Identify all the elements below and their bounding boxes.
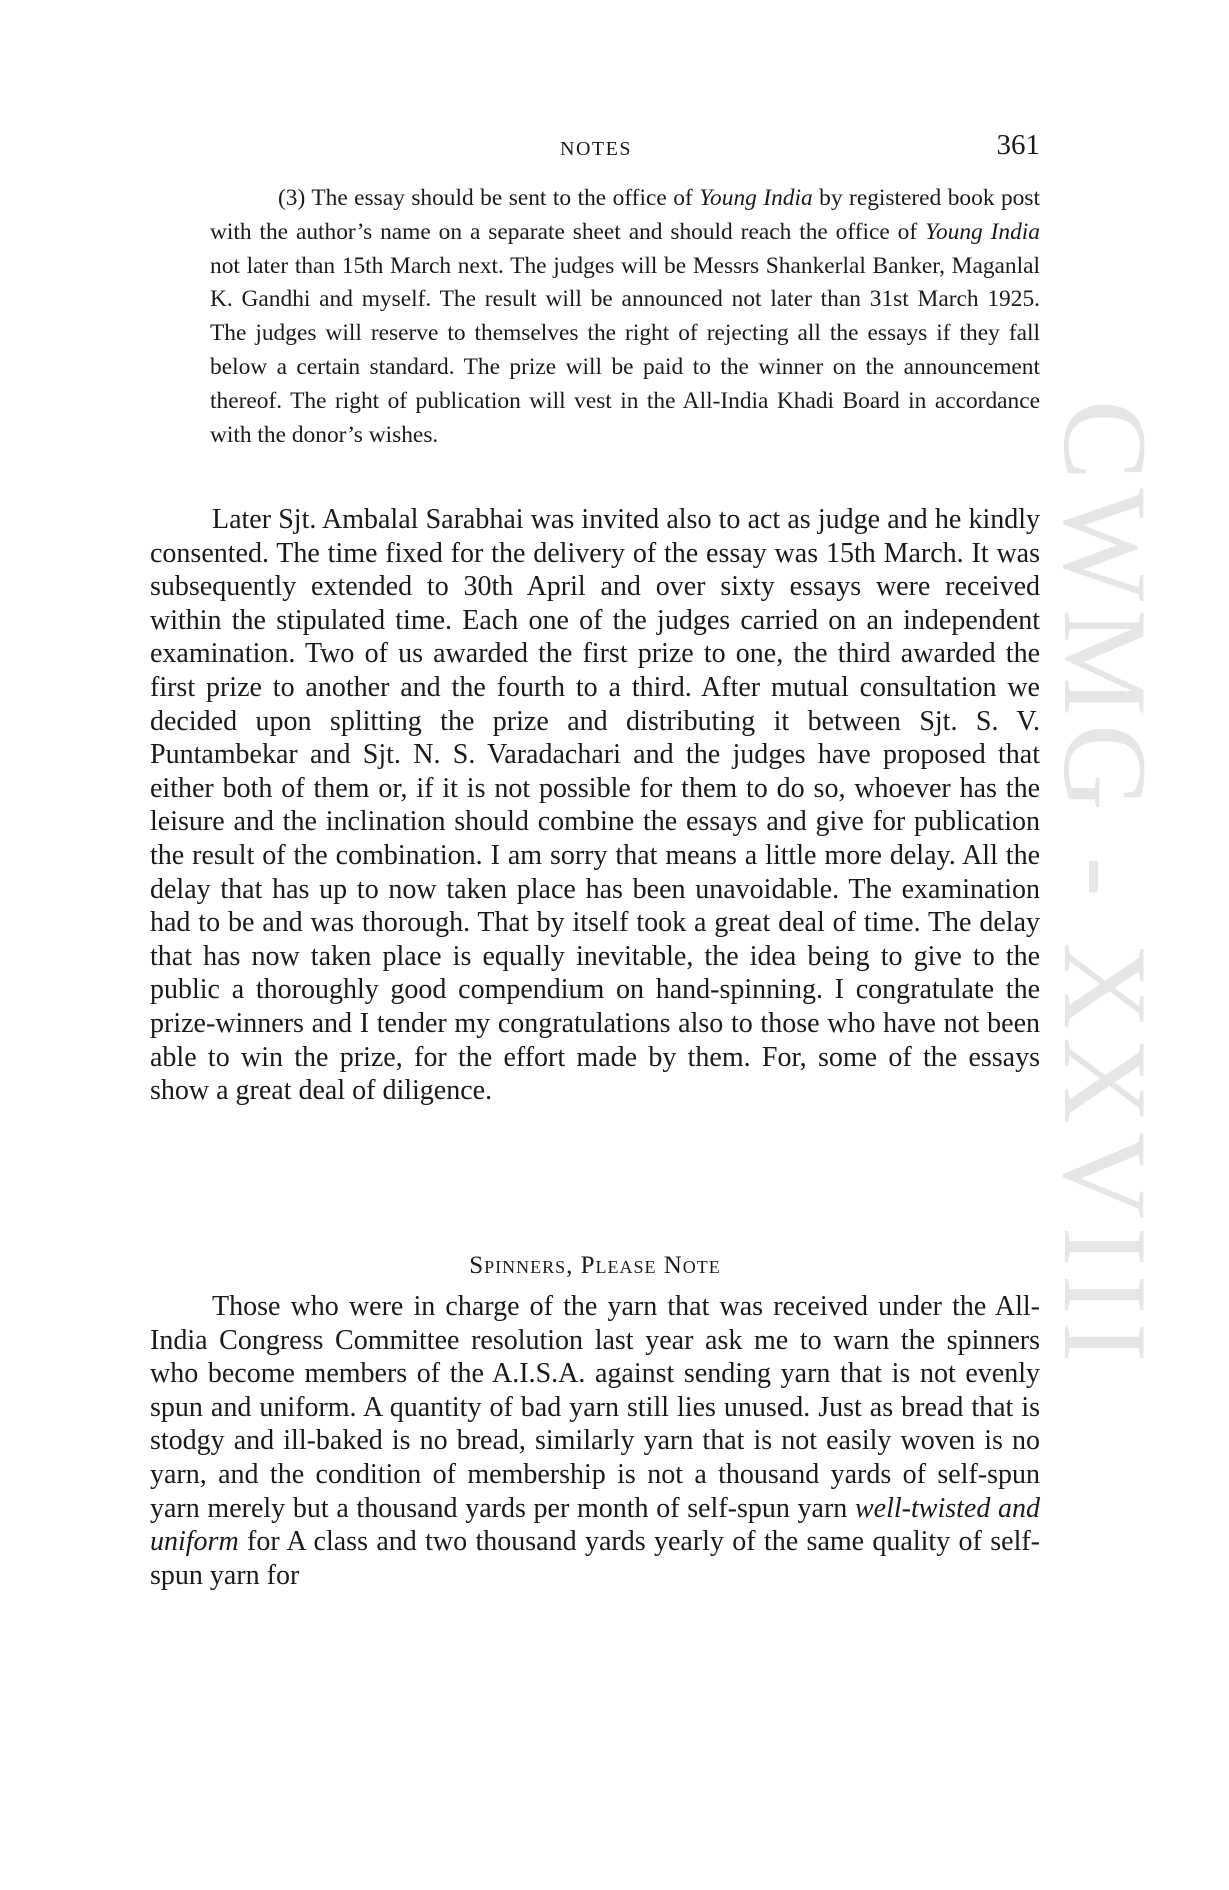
paragraph-2-text-1: Those who were in charge of the yarn that was received under the All-India Congress Committee resolution last year ask me to warn the spinners who become members of the A.I.S.A. against sending yarn that is not evenly spun and uniform. A quantity of bad yarn still lies unused. Just as bread that is stodgy and ill-baked is no bread, similarly yarn that is not easily woven is no yarn, and the condition of membership is not a thousand yards of self-spun yarn merely but a thousand yards per month of self-spun yarn (150, 1291, 1040, 1524)
section-heading: Spinners, Please Note (469, 1252, 721, 1279)
quote-text-2: by registered book post with the author’s name on a separate sheet and should reach the office of (210, 185, 1040, 245)
page-number: 361 (996, 129, 1040, 161)
running-head: NOTES (560, 138, 632, 160)
publication-title: Young India (699, 185, 813, 211)
body-paragraph-2 (150, 1290, 1040, 1592)
publication-title: Young India (925, 218, 1040, 245)
page-header (150, 129, 1040, 173)
paragraph-2-text-2: for A class and two thousand yards yearly of the same quality of self-spun yarn for (150, 1526, 1040, 1591)
quote-text-1: (3) The essay should be sent to the office of (278, 185, 700, 211)
emphasis-text: well-twisted and uniform (150, 1492, 1041, 1558)
quote-text-3: not later than 15th March next. The judges will be Messrs Shankerlal Banker, Maganlal K. Gandhi and myself. The result will be announced not later than 31st March 1925. The judges will reserve to themselves the right of rejecting all the essays if they fall below a certain standard. The prize will be paid to the winner on the announcement thereof. The right of publication will vest in the All-India Khadi Board in accordance with the donor’s wishes. (210, 252, 1040, 448)
watermark-text: CWMG - XXVIII (1039, 400, 1172, 1371)
body-paragraph-1: Later Sjt. Ambalal Sarabhai was invited also to act as judge and he kindly consented. The time fixed for the delivery of the essay was 15th March. It was subsequently extended to 30th April and over sixty essays were received within the stipulated time. Each one of the judges carried on an independent examination. Two of us awarded the first prize to one, the third awarded the first prize to another and the fourth to a third. After mutual consultation we decided upon splitting the prize and distributing it between Sjt. S. V. Puntambekar and Sjt. N. S. Varadachari and the judges have proposed that either both of them or, if it is not possible for them to do so, whoever has the leisure and the inclination should combine the essays and give for publication the result of the combination. I am sorry that means a little more delay. All the delay that has up to now taken place has been unavoidable. The examination had to be and was thorough. That by itself took a great deal of time. The delay that has now taken place is equally inevitable, the idea being to give to the public a thoroughly good compendium on hand-spinning. I congratulate the prize-winners and I tender my congratulations also to those who have not been able to win the prize, for the effort made by them. For, some of the essays show a great deal of diligence. (150, 504, 1040, 1107)
quoted-rule-paragraph (210, 182, 1040, 452)
